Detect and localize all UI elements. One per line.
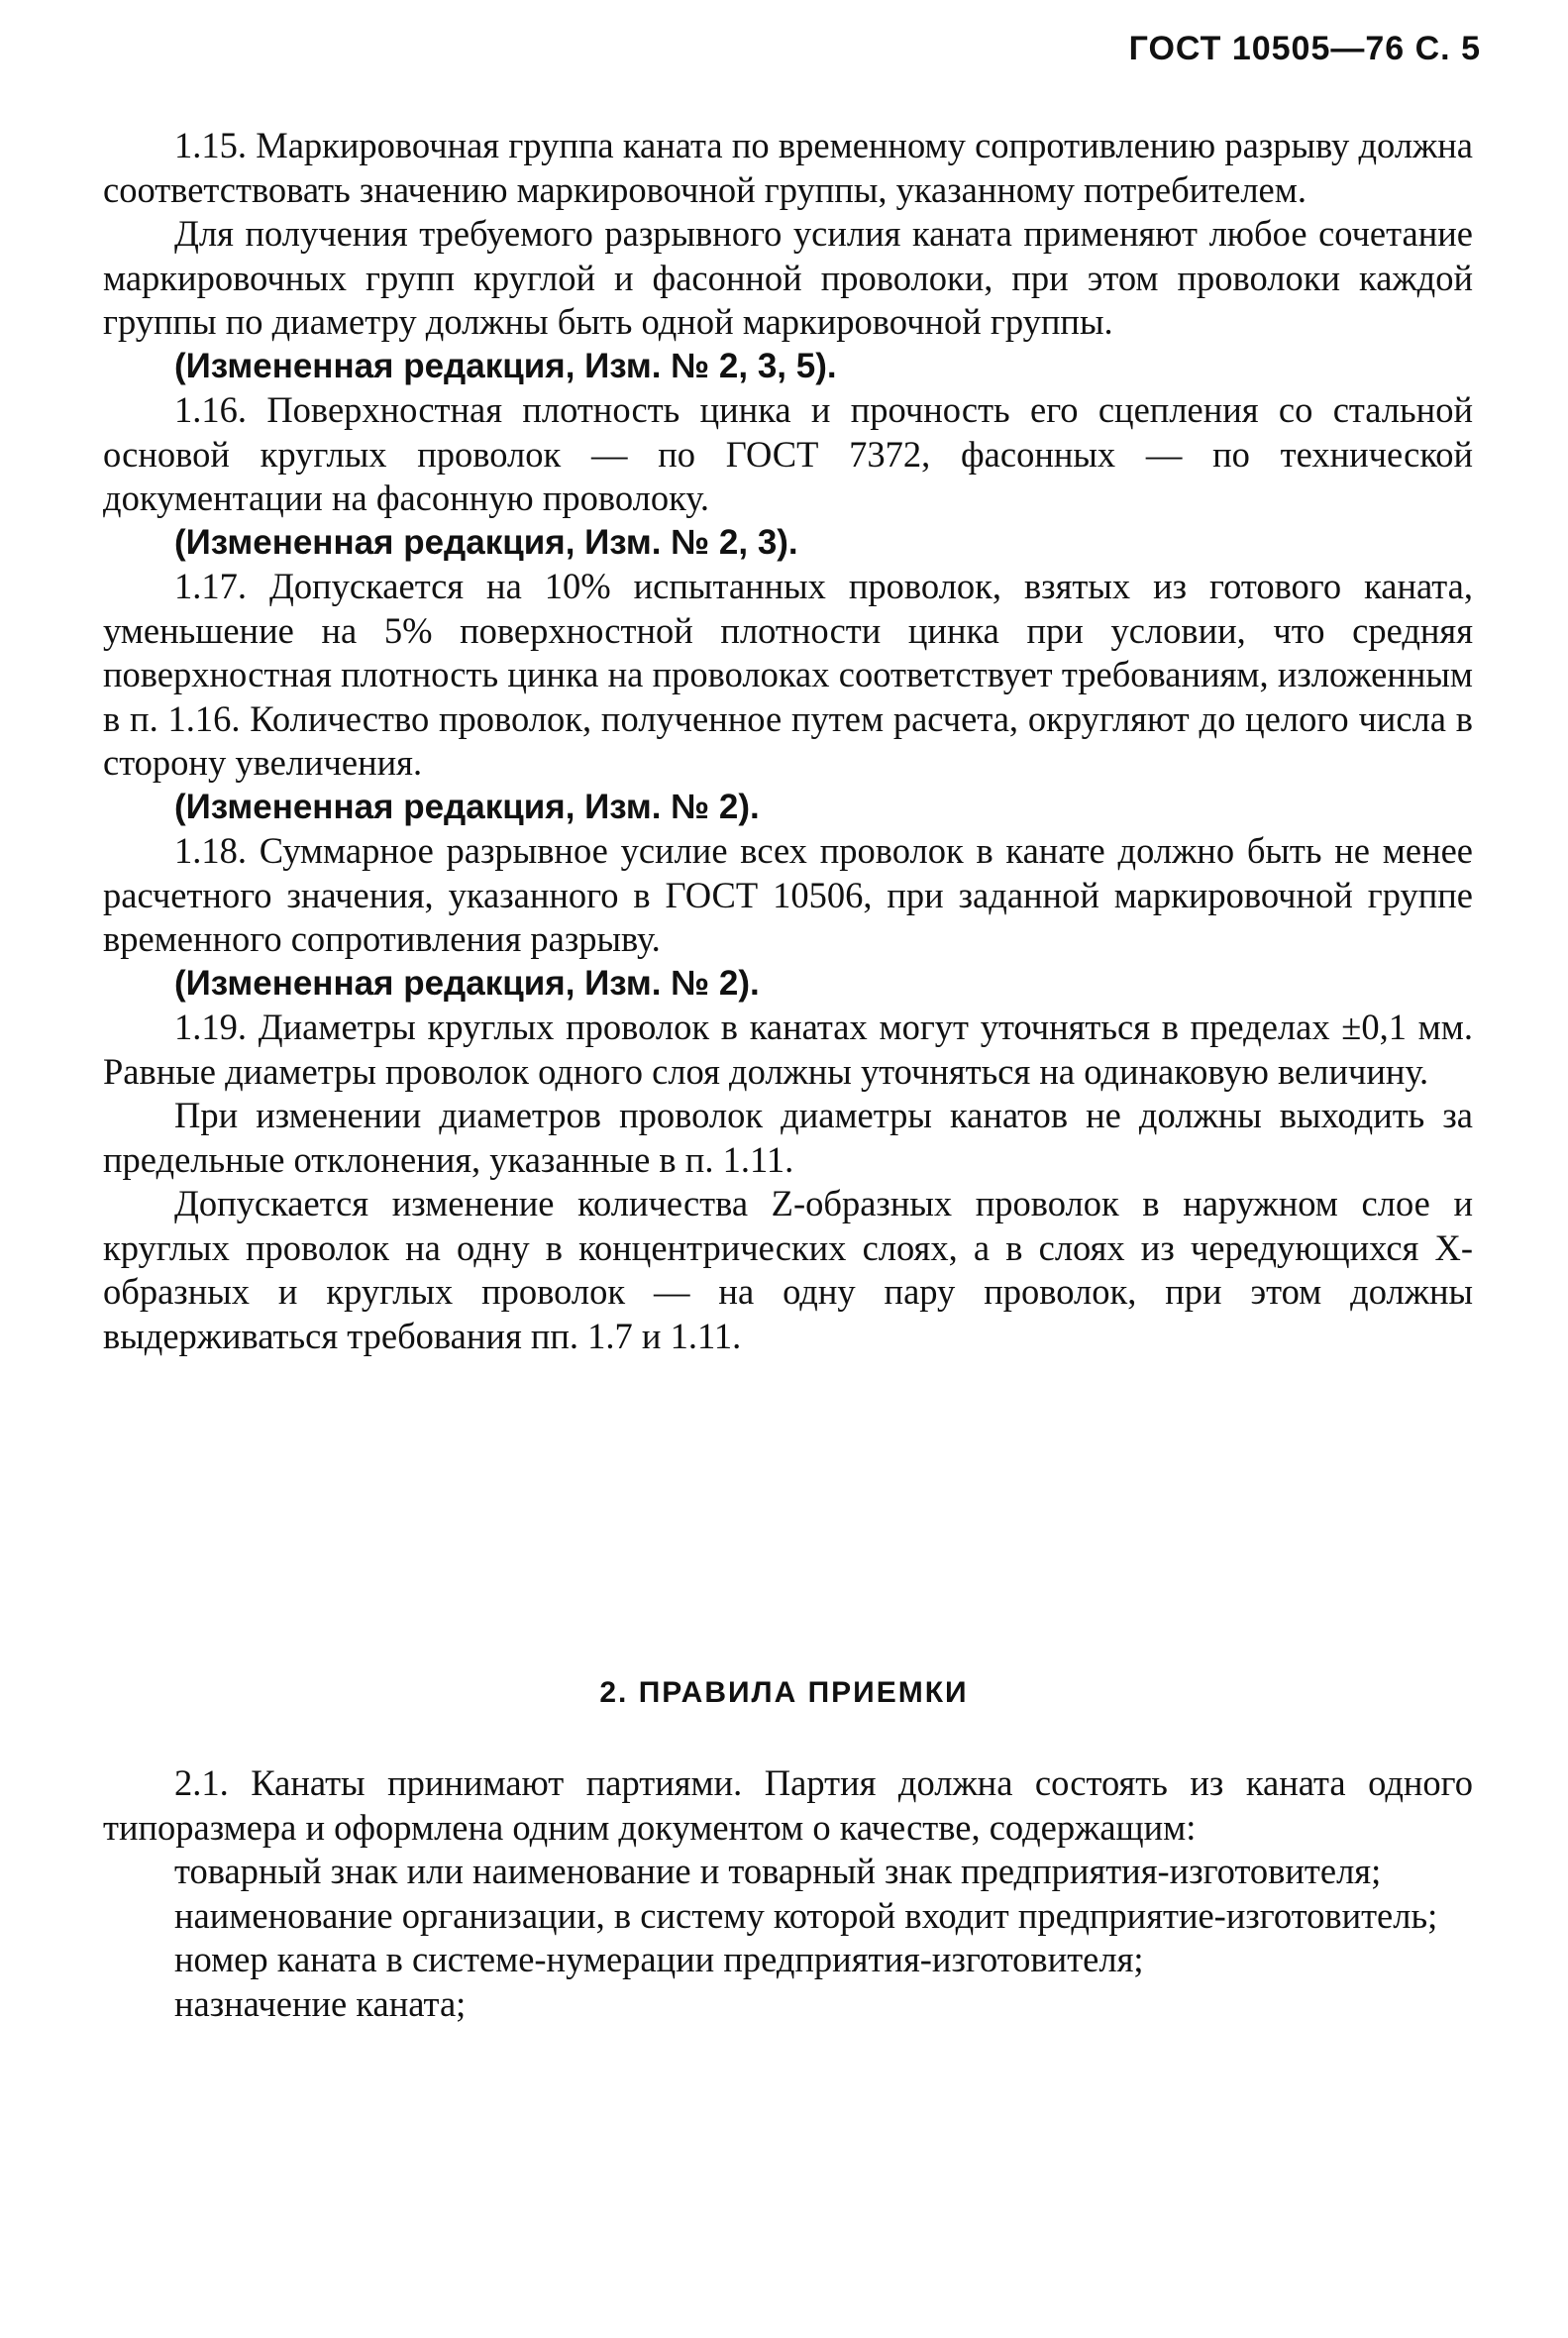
list-item: номер каната в системе-нумерации предприятия-изготовителя;	[174, 1939, 1144, 1979]
paragraph-1-15-cont: Для получения требуемого разрывного усилия каната применяют любое сочетание маркировочных групп круглой и фасонной проволоки, при этом проволоки каждой группы по диаметру должны быть одной маркировочной группы.	[103, 213, 1473, 342]
amendment-note: (Измененная редакция, Изм. № 2, 3, 5).	[174, 346, 837, 385]
list-item: товарный знак или наименование и товарный знак предприятия-изготовителя;	[174, 1851, 1382, 1891]
list-item: назначение каната;	[174, 1982, 467, 2024]
paragraph-1-17: 1.17. Допускается на 10% испытанных проволок, взятых из готового каната, уменьшение на 5% поверхностной плотности цинка при условии, что средняя поверхностная плотность цинка на проволоках соответствует требованиям, изложенным в п. 1.16. Количество проволок, полученное путем расчета, округляют до целого числа в сторону увеличения.	[103, 566, 1473, 783]
amendment-note: (Измененная редакция, Изм. № 2, 3).	[174, 522, 798, 562]
section-2-body	[103, 1761, 1473, 2026]
paragraph-1-15: 1.15. Маркировочная группа каната по временному сопротивлению разрыву должна соответствовать значению маркировочной группы, указанному потребителем.	[103, 125, 1473, 210]
running-header: ГОСТ 10505—76 С. 5	[1128, 30, 1481, 67]
paragraph-1-18: 1.18. Суммарное разрывное усилие всех проволок в канате должно быть не менее расчетного значения, указанного в ГОСТ 10506, при заданной маркировочной группе временного сопротивления разрыву.	[103, 830, 1473, 959]
paragraph-1-16: 1.16. Поверхностная плотность цинка и прочность его сцепления со стальной основой круглых проволок — по ГОСТ 7372, фасонных — по технической документации на фасонную проволоку.	[103, 389, 1473, 518]
section-1-body	[103, 124, 1473, 1358]
paragraph-1-19: 1.19. Диаметры круглых проволок в канатах могут уточняться в пределах ±0,1 мм. Равные диаметры проволок одного слоя должны уточняться на одинаковую величину.	[103, 1007, 1473, 1092]
amendment-note: (Измененная редакция, Изм. № 2).	[174, 963, 760, 1003]
section-heading: 2. ПРАВИЛА ПРИЕМКИ	[599, 1676, 969, 1709]
paragraph-2-1: 2.1. Канаты принимают партиями. Партия должна состоять из каната одного типоразмера и оформлена одним документом о качестве, содержащим:	[103, 1762, 1473, 1848]
list-item: наименование организации, в систему которой входит предприятие-изготовитель;	[174, 1894, 1438, 1936]
paragraph-1-19-cont: Допускается изменение количества Z-образных проволок в наружном слое и круглых проволок на одну в концентрических слоях, а в слоях из чередующихся Х-образных и круглых проволок — на одну пару проволок, при этом должны выдерживаться требования пп. 1.7 и 1.11.	[103, 1183, 1473, 1356]
amendment-note: (Измененная редакция, Изм. № 2).	[174, 787, 760, 826]
paragraph-1-19-cont: При изменении диаметров проволок диаметры канатов не должны выходить за предельные отклонения, указанные в п. 1.11.	[103, 1095, 1473, 1180]
